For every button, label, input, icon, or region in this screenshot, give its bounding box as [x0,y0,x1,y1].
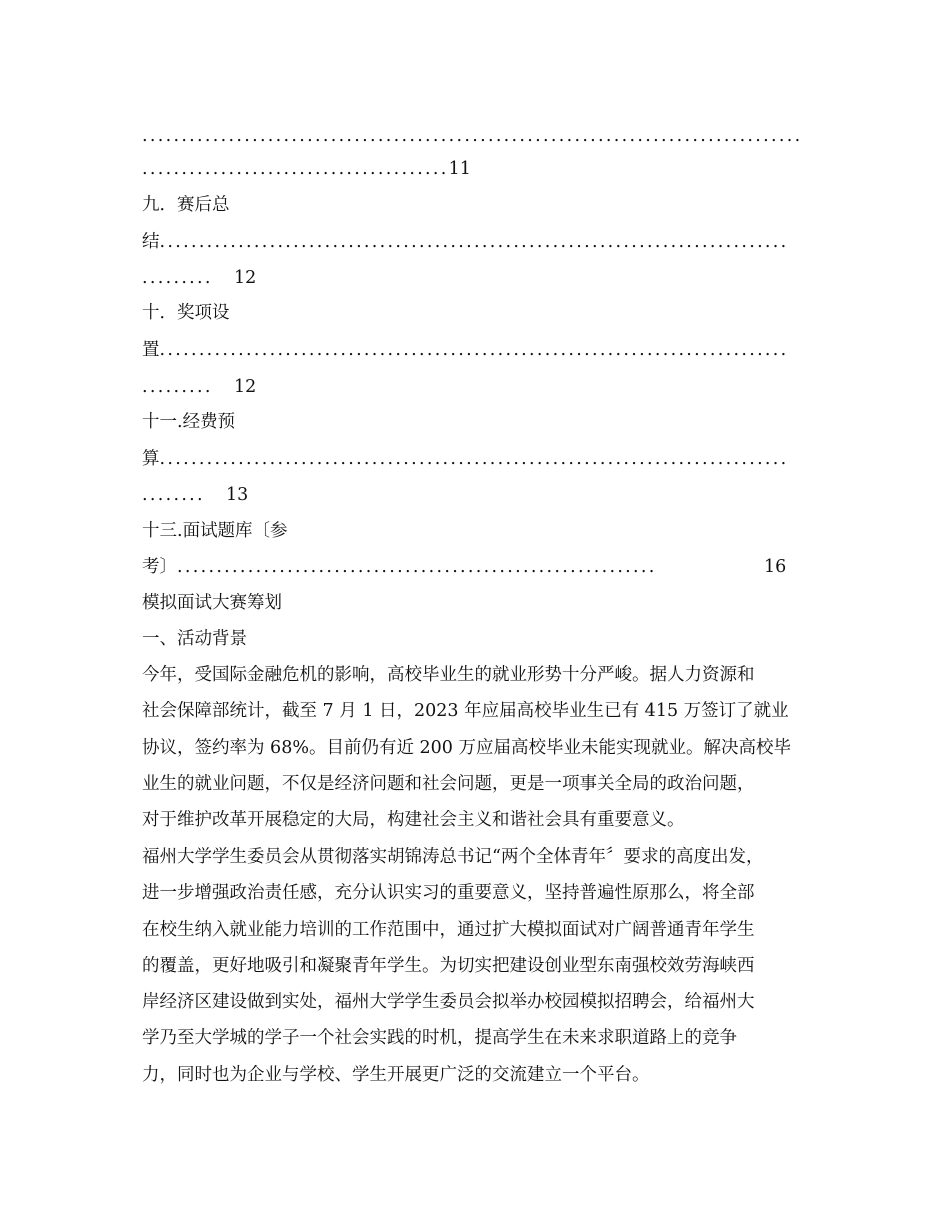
document-title: 模拟面试大赛筹划 [142,593,282,613]
toc-entry-title: 十三.面试题库〔参 [142,521,288,541]
toc-dots: ................................................................................ [159,232,789,252]
paragraph-line: 岸经济区建设做到实处，福州大学学生委员会拟举办校园模拟招聘会，给福州大 [142,992,755,1013]
paragraph-line: 今年，受国际金融危机的影响，高校毕业生的就业形势十分严峻。据人力资源和 [142,665,755,685]
toc-entry-dots-row [142,555,657,579]
toc-dots: ......... [142,268,213,288]
toc-page-number: 12 [234,377,257,397]
toc-dots: ............................................................. [177,557,657,577]
toc-page-number: 12 [234,268,257,288]
paragraph-background-2 [142,839,812,1093]
paragraph-line: 在校生纳入就业能力培训的工作范围中，通过扩大模拟面试对广阔普通青年学生 [142,919,755,940]
toc-dots: ......... [142,377,213,397]
paragraph-line: 进一步增强政治责任感，充分认识实习的重要意义，坚持普遍性原那么，将全部 [142,883,755,904]
paragraph-line: 福州大学学生委员会从贯彻落实胡锦涛总书记“两个全体青年〞要求的高度出发， [142,847,764,867]
paragraph-background-1 [142,657,812,838]
toc-entry-dots-row [142,230,789,254]
toc-dots: ................................................................................ [159,340,789,360]
toc-entry-page-row [142,266,213,290]
toc-entry-dots-row [142,338,789,362]
paragraph-line: 的覆盖，更好地吸引和凝聚青年学生。为切实把建设创业型东南强校效劳海峡西 [142,955,755,976]
toc-entry-title-cont: 考〕 [142,557,177,577]
paragraph-line: 协议，签约率为 68%。目前仍有近 200 万应届高校毕业未能实现就业。解决高校毕 [142,737,791,758]
toc-dots: ........ [142,485,205,505]
toc-entry-page-row [142,483,205,507]
toc-page-number: 13 [226,485,249,505]
paragraph-line: 业生的就业问题，不仅是经济问题和社会问题，更是一项事关全局的政治问题， [142,773,755,794]
toc-entry-dots-row [142,447,789,471]
toc-dots: ................................................................................ [159,449,789,469]
toc-entry-title-cont: 结 [142,232,160,252]
paragraph-line: 力，同时也为企业与学校、学生开展更广泛的交流建立一个平台。 [142,1064,650,1085]
toc-entry-title-cont: 算 [142,449,160,469]
paragraph-line: 社会保障部统计，截至 7 月 1 日，2023 年应届高校毕业生已有 415 万签订了就业 [142,701,789,722]
paragraph-line: 对于维护改革开展稳定的大局，构建社会主义和谐社会具有重要意义。 [142,810,685,831]
paragraph-line: 学乃至大学城的学子一个社会实践的时机，提高学生在未来求职道路上的竞争 [142,1028,737,1049]
toc-entry-title-cont: 置 [142,340,160,360]
toc-page-number: 11 [448,159,471,179]
toc-entry-title: 十．奖项设 [142,303,230,323]
toc-entry-previous [142,157,471,181]
section-heading: 一、活动背景 [142,629,247,649]
toc-dots: ....................................... [142,159,449,179]
toc-entry-title: 九．赛后总 [142,195,230,215]
toc-entry-title: 十一.经费预 [142,412,236,432]
toc-entry-page-row [142,375,213,399]
toc-dots-line: .................................................................................... [142,126,803,146]
toc-page-number: 16 [764,557,787,577]
